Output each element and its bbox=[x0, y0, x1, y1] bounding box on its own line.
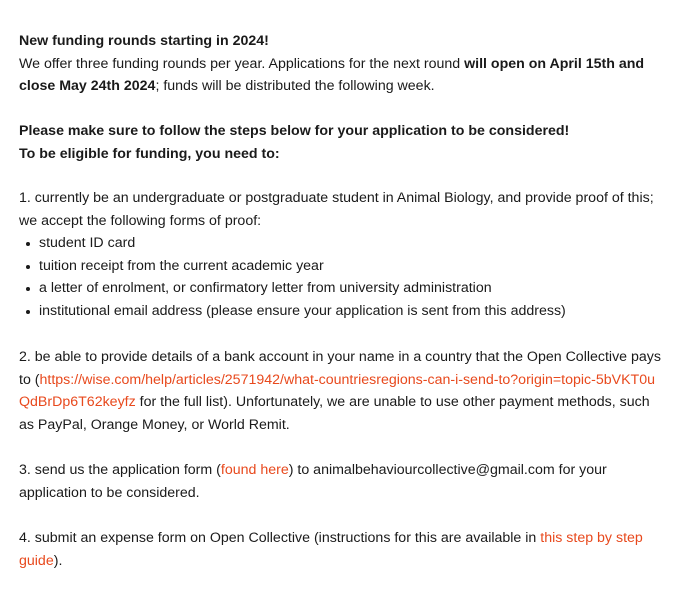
step-4-text-part: ). bbox=[53, 552, 63, 569]
notice-line: Please make sure to follow the steps below for your application to be considered! bbox=[19, 123, 570, 139]
funding-announcement bbox=[19, 30, 664, 98]
eligibility-heading: To be eligible for funding, you need to: bbox=[19, 145, 280, 162]
step-1 bbox=[19, 187, 664, 323]
step-2-text-part: 2. be able to provide details of a bank account in your name in a country that the Open Collective pays to ( bbox=[19, 349, 661, 388]
proof-list bbox=[19, 232, 664, 322]
application-form-link[interactable]: found here bbox=[220, 462, 289, 478]
step-2-text bbox=[19, 346, 664, 436]
step-4-text-part: 4. submit an expense form on Open Collective (instructions for this are available in bbox=[19, 530, 541, 546]
step-3-text-part: ) to animalbehaviourcollective@gmail.com for your application to be considered. bbox=[19, 462, 607, 501]
step-3-text bbox=[19, 459, 664, 504]
step-3 bbox=[19, 459, 664, 504]
proof-item: a letter of enrolment, or confirmatory letter from university administration bbox=[19, 277, 664, 300]
step-by-step-guide-link[interactable]: this step by step guide bbox=[19, 530, 643, 569]
step-2-text-part: for the full list). Unfortunately, we are unable to use other payment methods, such as PayPal, Orange Money, or World Remit. bbox=[19, 394, 650, 433]
announcement-text bbox=[19, 53, 664, 98]
announcement-text-part: ; funds will be distributed the following week. bbox=[155, 78, 435, 95]
proof-item: tuition receipt from the current academic year bbox=[19, 255, 664, 278]
announcement-text-part: We offer three funding rounds per year. Applications for the next round bbox=[19, 55, 465, 72]
proof-item: student ID card bbox=[19, 232, 664, 255]
step-4 bbox=[19, 527, 664, 572]
countries-list-link[interactable]: https://wise.com/help/articles/2571942/what-countriesregions-can-i-send-to?origin=topic-5bVKT0uQdBrDp6T62keyfz bbox=[19, 371, 656, 411]
step-2 bbox=[19, 346, 664, 436]
eligibility-notice bbox=[19, 120, 664, 165]
step-1-text: 1. currently be an undergraduate or postgraduate student in Animal Biology, and provide proof of this; we accept the following forms of proof: bbox=[19, 190, 654, 229]
proof-item: institutional email address (please ensure your application is sent from this address) bbox=[19, 300, 664, 323]
announcement-dates: will open on April 15th and close May 24th 2024 bbox=[19, 55, 645, 95]
step-3-text-part: 3. send us the application form ( bbox=[19, 462, 221, 478]
step-4-text bbox=[19, 527, 664, 572]
announcement-title: New funding rounds starting in 2024! bbox=[19, 33, 269, 49]
